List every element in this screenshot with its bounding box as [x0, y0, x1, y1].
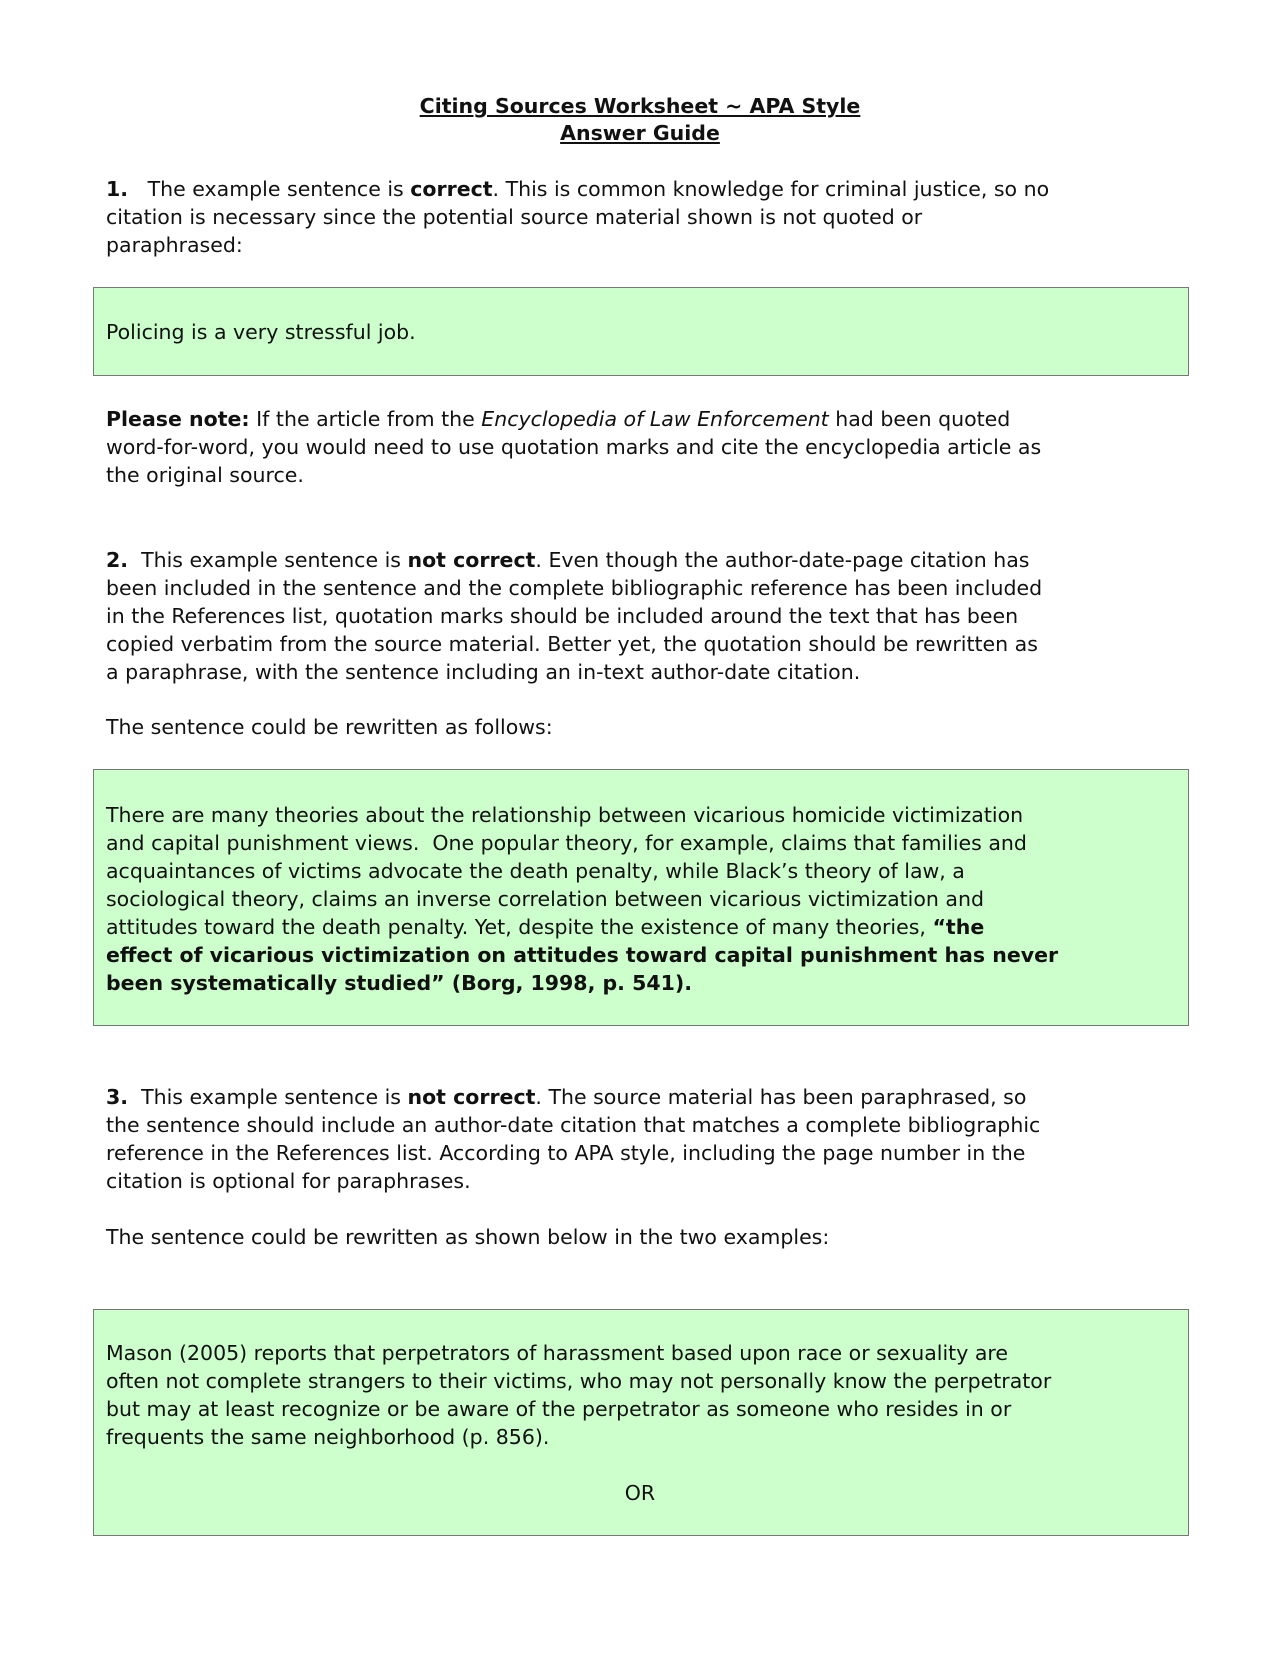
text-segment: word-for-word, you would need to use quotation marks and cite the encyclopedia article as: [106, 435, 1042, 459]
text-segment: The example sentence is: [128, 177, 411, 201]
text-segment: sociological theory, claims an inverse correlation between vicarious victimization and: [106, 887, 984, 911]
text-line: [106, 1223, 829, 1251]
text-line: [106, 1395, 1051, 1423]
text-segment: frequents the same neighborhood (p. 856).: [106, 1425, 550, 1449]
bold-text: 1.: [106, 177, 129, 201]
text-segment: copied verbatim from the source material. Better yet, the quotation should be rewritten as: [106, 632, 1038, 656]
text-segment: the original source.: [106, 463, 304, 487]
text-segment: The sentence could be rewritten as shown below in the two examples:: [106, 1225, 830, 1249]
text-segment: This example sentence is: [128, 1085, 408, 1109]
text-segment: citation is optional for paraphrases.: [106, 1169, 471, 1193]
item-3: [106, 1083, 1040, 1195]
or-separator: OR: [624, 1481, 656, 1505]
text-segment: in the References list, quotation marks should be included around the text that has been: [106, 604, 1019, 628]
text-segment: . Even though the author-date-page citation has: [535, 548, 1030, 572]
text-segment: been included in the sentence and the complete bibliographic reference has been included: [106, 576, 1043, 600]
worksheet-subtitle: Answer Guide: [560, 121, 720, 145]
text-line: [106, 1167, 1040, 1195]
text-line: [106, 913, 1058, 941]
box-1-text: [106, 318, 416, 346]
text-line: [106, 1339, 1051, 1367]
text-segment: The sentence could be rewritten as follows:: [106, 715, 553, 739]
bold-text: effect of vicarious victimization on attitudes toward capital punishment has never: [106, 943, 1059, 967]
bold-text: been systematically studied” (Borg, 1998, p. 541).: [106, 971, 693, 995]
item-2-rewrite-intro: [106, 713, 553, 741]
text-segment: reference in the References list. According to APA style, including the page number in the: [106, 1141, 1026, 1165]
text-segment: This example sentence is: [128, 548, 408, 572]
text-line: [106, 1111, 1040, 1139]
text-segment: citation is necessary since the potential source material shown is not quoted or: [106, 205, 923, 229]
text-line: [106, 546, 1042, 574]
text-line: [106, 602, 1042, 630]
bold-text: not correct: [407, 548, 536, 572]
text-line: [106, 713, 553, 741]
text-line: [106, 203, 1049, 231]
text-segment: There are many theories about the relationship between vicarious homicide victimization: [106, 803, 1024, 827]
text-line: [106, 231, 1049, 259]
text-line: [106, 801, 1058, 829]
text-line: [106, 941, 1058, 969]
bold-text: correct: [410, 177, 493, 201]
italic-text: Encyclopedia of Law Enforcement: [481, 407, 829, 431]
box-3-text: [106, 1339, 1051, 1451]
text-segment: attitudes toward the death penalty. Yet, despite the existence of many theories,: [106, 915, 933, 939]
text-line: [106, 857, 1058, 885]
item-2: [106, 546, 1042, 686]
text-segment: often not complete strangers to their victims, who may not personally know the perpetrator: [106, 1369, 1052, 1393]
text-line: [106, 1139, 1040, 1167]
text-line: [106, 574, 1042, 602]
item-1: [106, 175, 1049, 259]
bold-text: 3.: [106, 1085, 129, 1109]
text-segment: Policing is a very stressful job.: [106, 320, 416, 344]
text-line: [106, 433, 1041, 461]
text-segment: the sentence should include an author-date citation that matches a complete bibliographic: [106, 1113, 1041, 1137]
text-line: [106, 1423, 1051, 1451]
item-3-rewrite-intro: [106, 1223, 829, 1251]
text-line: [106, 969, 1058, 997]
text-line: [106, 175, 1049, 203]
text-line: [106, 1083, 1040, 1111]
text-segment: had been quoted: [828, 407, 1011, 431]
text-segment: paraphrased:: [106, 233, 243, 257]
text-line: [106, 658, 1042, 686]
text-line: [106, 405, 1041, 433]
text-segment: but may at least recognize or be aware of the perpetrator as someone who resides in or: [106, 1397, 1012, 1421]
text-segment: a paraphrase, with the sentence including an in-text author-date citation.: [106, 660, 861, 684]
text-segment: and capital punishment views. One popular theory, for example, claims that families and: [106, 831, 1027, 855]
text-line: [106, 829, 1058, 857]
text-line: [106, 1367, 1051, 1395]
text-segment: If the article from the: [249, 407, 482, 431]
bold-text: Please note:: [106, 407, 250, 431]
bold-text: 2.: [106, 548, 129, 572]
text-line: [106, 885, 1058, 913]
text-line: [106, 318, 416, 346]
worksheet-title: Citing Sources Worksheet ~ APA Style: [419, 94, 861, 118]
box-2-text: [106, 801, 1058, 997]
text-line: [106, 461, 1041, 489]
text-segment: . The source material has been paraphrased, so: [535, 1085, 1027, 1109]
text-segment: acquaintances of victims advocate the death penalty, while Black’s theory of law, a: [106, 859, 965, 883]
text-line: [106, 630, 1042, 658]
please-note: [106, 405, 1041, 489]
text-segment: . This is common knowledge for criminal justice, so no: [492, 177, 1050, 201]
bold-text: “the: [932, 915, 985, 939]
text-segment: Mason (2005) reports that perpetrators of harassment based upon race or sexuality are: [106, 1341, 1009, 1365]
bold-text: not correct: [407, 1085, 536, 1109]
